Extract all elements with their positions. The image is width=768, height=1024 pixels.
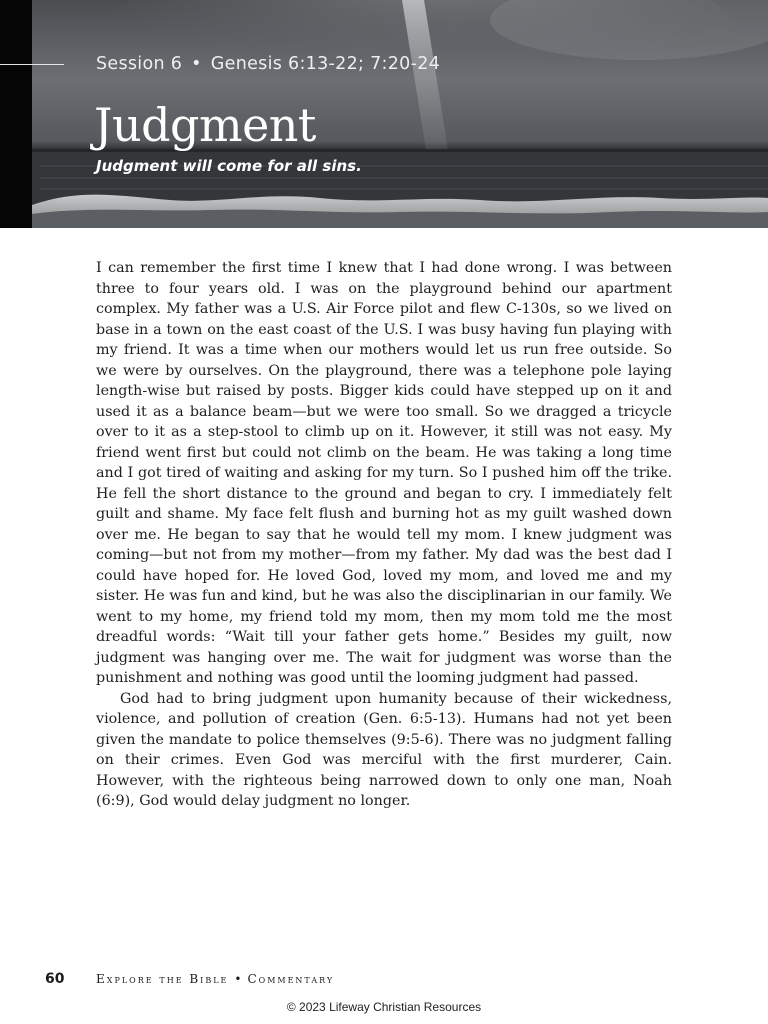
header-rule bbox=[0, 64, 64, 65]
paragraph: I can remember the first time I knew that I had done wrong. I was between three to four years old. I was on the playground behind our apartment complex. My father was a U.S. Air Force pilot and flew C-130s, so we lived on base in a town on the east coast of the U.S. I was busy having fun playing with my friend. It was a time when our mothers would let us run free outside. So we were by ourselves. On the playground, there was a telephone pole laying length-wise but raised by posts. Bigger kids could have stepped up on it and used it as a balance beam—but we were too small. So we dragged a tricycle over to it as a step-stool to climb up on it. However, it still was not easy. My friend went first but could not climb on the beam. He was taking a long time and I got tired of waiting and asking for my turn. So I pushed him off the trike. He fell the short distance to the ground and began to cry. I immediately felt guilt and shame. My face felt flush and burning hot as my guilt washed down over me. He began to say that he would tell my mom. I knew judgment was coming—but not from my mother—from my father. My dad was the best dad I could have hoped for. He loved God, loved my mom, and loved me and my sister. He was fun and kind, but he was also the disciplinarian in our family. We went to my home, my friend told my mom, then my mom told me the most dreadful words: “Wait till your father gets home.” Besides my guilt, now judgment was hanging over me. The wait for judgment was worse than the punishment and nothing was good until the looming judgment had passed. bbox=[96, 260, 672, 686]
scripture-reference: Genesis 6:13-22; 7:20-24 bbox=[210, 54, 441, 74]
copyright-notice: © 2023 Lifeway Christian Resources bbox=[286, 1000, 482, 1014]
session-reference bbox=[96, 51, 440, 77]
paragraph: God had to bring judgment upon humanity because of their wickedness, violence, and pollution of creation (Gen. 6:5-13). Humans had not yet been given the mandate to police themselves (9:5-6). There was no judgment falling on their crimes. Even God was merciful with the first murderer, Cain. However, with the righteous being narrowed down to only one man, Noah (6:9), God would delay judgment no longer. bbox=[96, 690, 672, 809]
bullet-separator: • bbox=[191, 54, 202, 74]
page-title: Judgment bbox=[94, 98, 316, 152]
running-footer bbox=[96, 969, 334, 989]
article-body bbox=[96, 258, 672, 812]
book-subtitle: Commentary bbox=[247, 972, 335, 986]
book-title: Explore the Bible bbox=[96, 972, 229, 986]
bullet-separator: • bbox=[234, 972, 242, 986]
page-subtitle: Judgment will come for all sins. bbox=[96, 157, 362, 175]
page-number: 60 bbox=[45, 971, 65, 987]
header-banner bbox=[0, 0, 768, 228]
side-accent-bar bbox=[0, 0, 32, 228]
session-label: Session 6 bbox=[96, 54, 183, 74]
